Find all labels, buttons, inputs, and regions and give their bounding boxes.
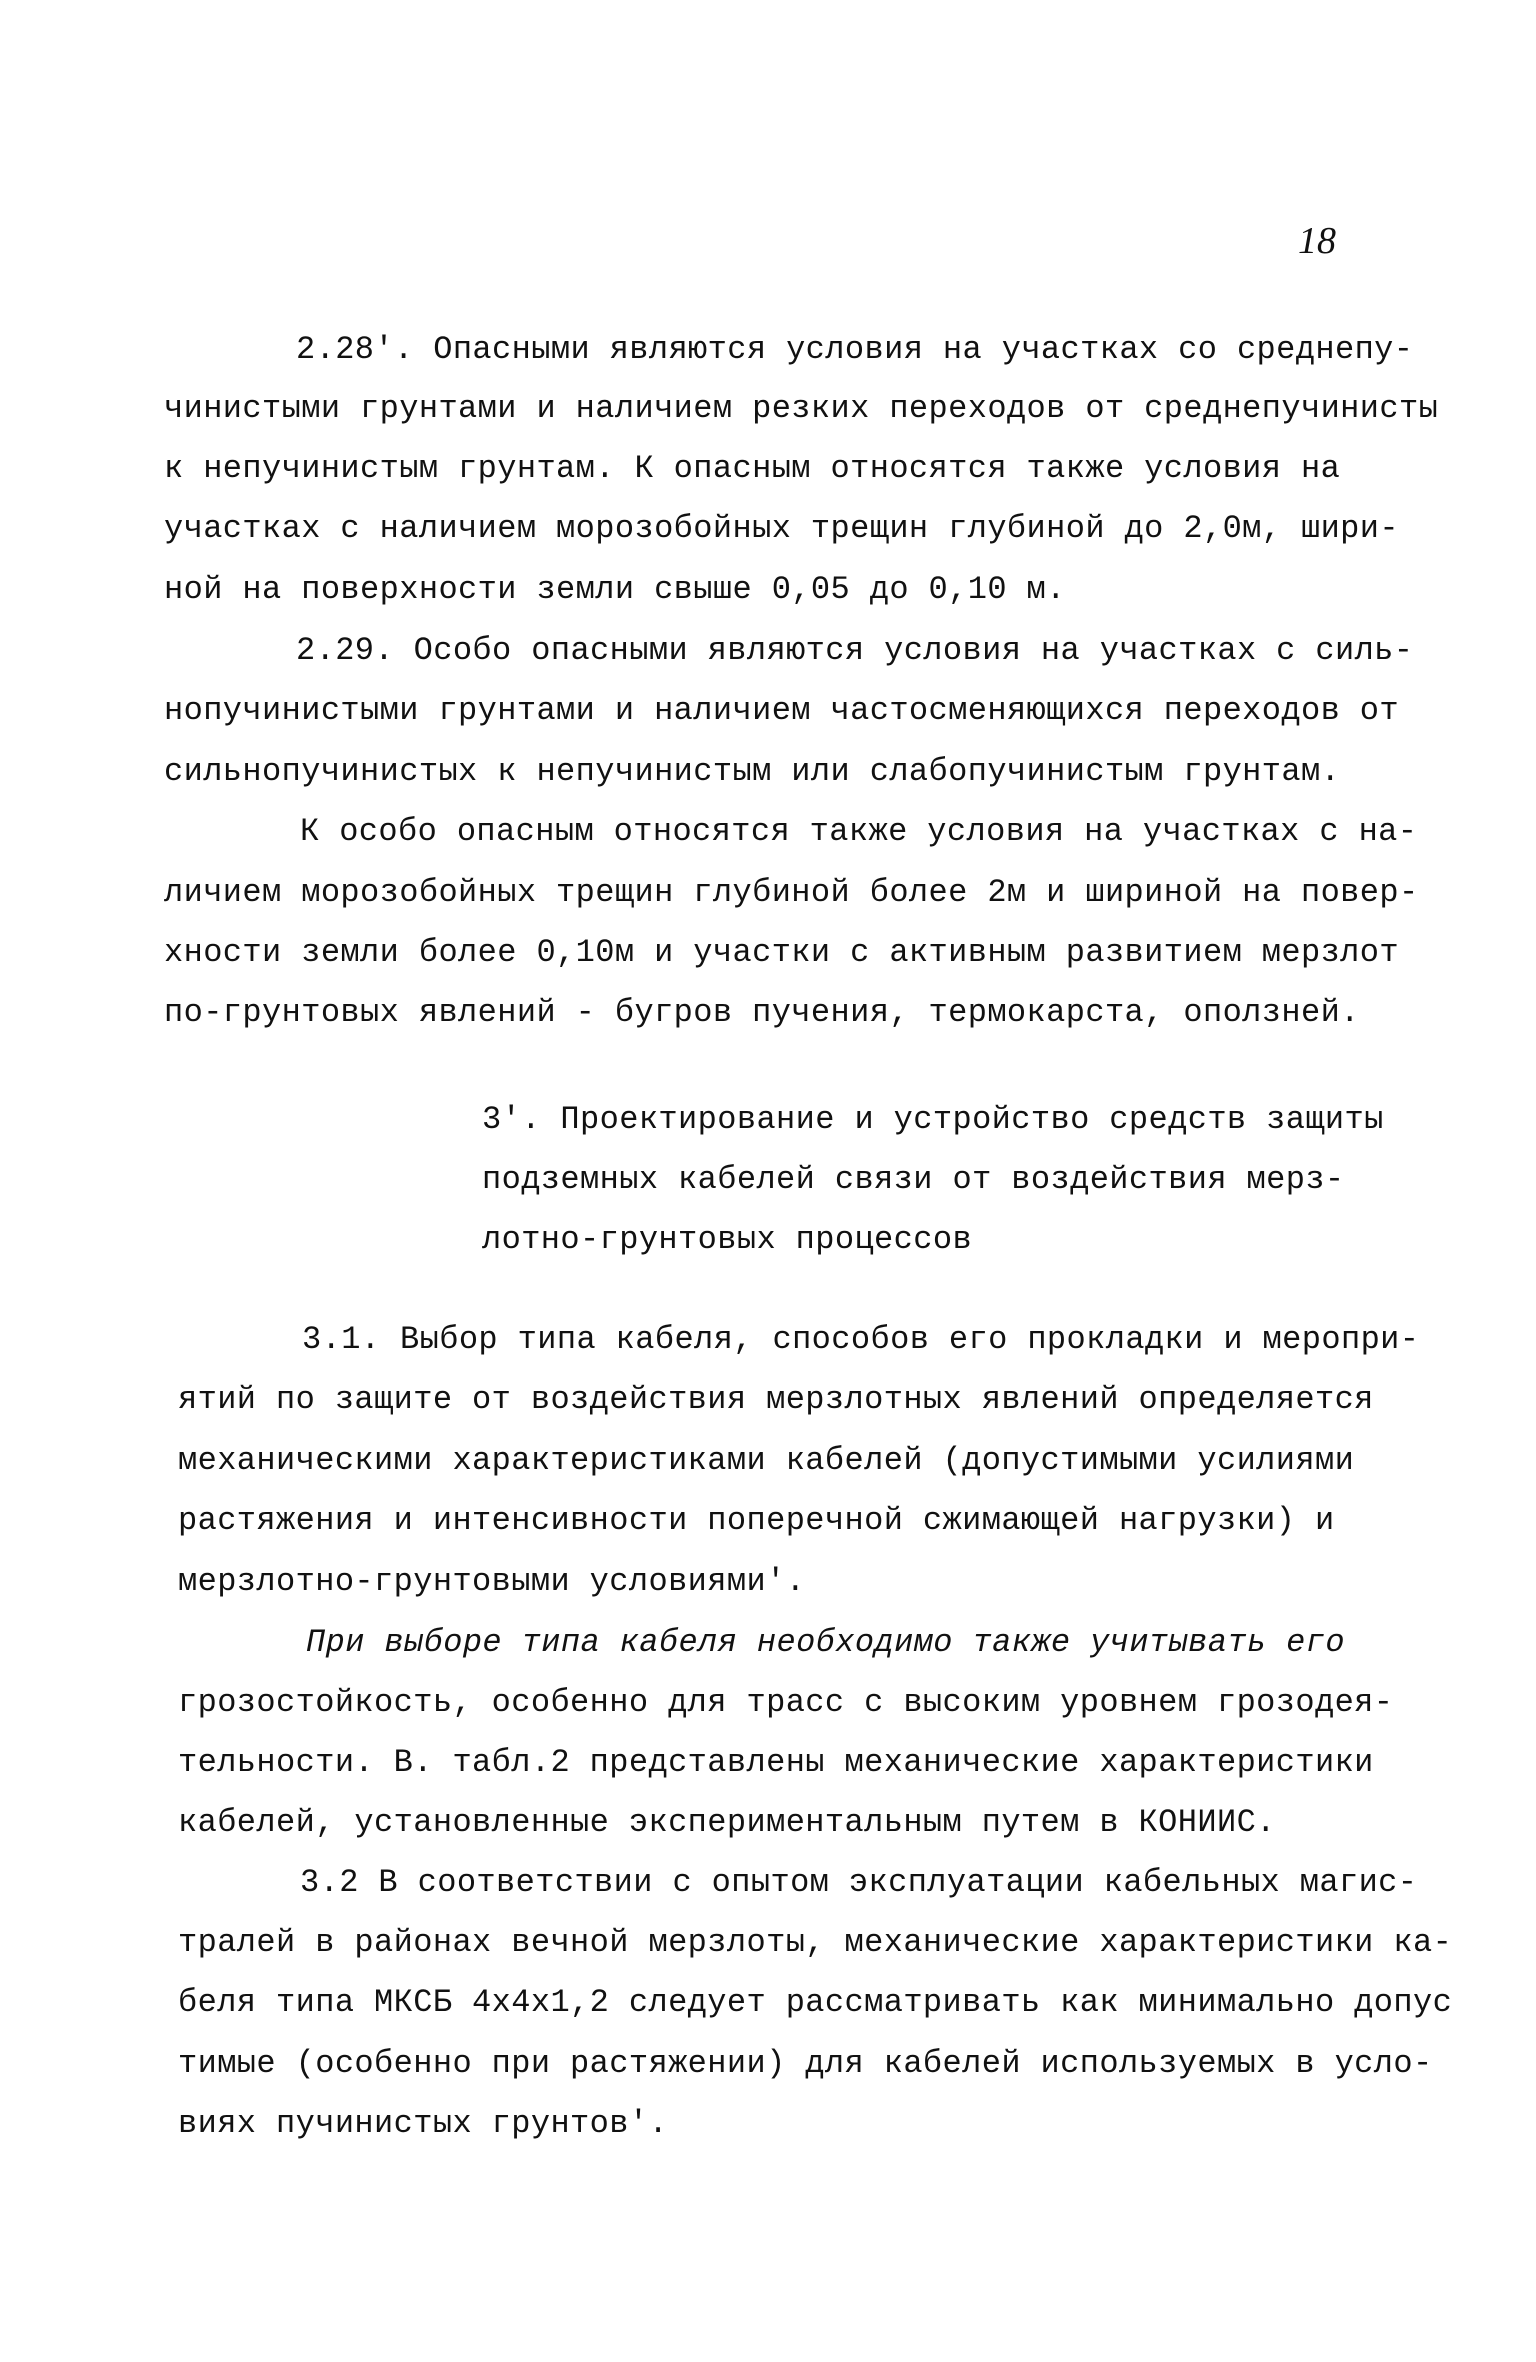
- text-line: участках с наличием морозобойных трещин глубиной до 2,0м, шири-: [164, 510, 1399, 547]
- text-line: К особо опасным относятся также условия на участках с на-: [300, 813, 1418, 850]
- text-line: чинистыми грунтами и наличием резких переходов от среднепучинисты: [164, 390, 1439, 427]
- text-line: тралей в районах вечной мерзлоты, механические характеристики ка-: [178, 1924, 1453, 1961]
- text-line: сильнопучинистых к непучинистым или слабопучинистым грунтам.: [164, 753, 1341, 790]
- text-line: виях пучинистых грунтов'.: [178, 2105, 669, 2142]
- text-line: кабелей, установленные экспериментальным путем в КОНИИС.: [178, 1804, 1276, 1841]
- text-line: 2.28'. Опасными являются условия на участках со среднепу-: [296, 331, 1414, 368]
- text-line: механическими характеристиками кабелей (допустимыми усилиями: [178, 1442, 1355, 1479]
- text-line: ятий по защите от воздействия мерзлотных явлений определяется: [178, 1381, 1374, 1418]
- text-line: тельности. В. табл.2 представлены механические характеристики: [178, 1744, 1374, 1781]
- text-line: по-грунтовых явлений - бугров пучения, термокарста, оползней.: [164, 994, 1360, 1031]
- text-line: 3.1. Выбор типа кабеля, способов его прокладки и меропри-: [302, 1321, 1420, 1358]
- text-line: 3.2 В соответствии с опытом эксплуатации кабельных магис-: [300, 1864, 1418, 1901]
- page-number: 18: [1298, 220, 1336, 262]
- section-heading-line: 3'. Проектирование и устройство средств защиты: [482, 1101, 1384, 1138]
- text-line: нопучинистыми грунтами и наличием частосменяющихся переходов от: [164, 692, 1399, 729]
- section-heading-line: подземных кабелей связи от воздействия мерз-: [482, 1161, 1345, 1198]
- text-line: растяжения и интенсивности поперечной сжимающей нагрузки) и: [178, 1502, 1335, 1539]
- text-line: ной на поверхности земли свыше 0,05 до 0,10 м.: [164, 571, 1066, 608]
- text-line: тимые (особенно при растяжении) для кабелей используемых в усло-: [178, 2045, 1433, 2082]
- text-line: личием морозобойных трещин глубиной более 2м и шириной на повер-: [164, 874, 1419, 911]
- text-line: мерзлотно-грунтовыми условиями'.: [178, 1563, 806, 1600]
- text-line: хности земли более 0,10м и участки с активным развитием мерзлот: [164, 934, 1399, 971]
- text-line: При выборе типа кабеля необходимо также учитывать его: [306, 1624, 1345, 1661]
- text-line: грозостойкость, особенно для трасс с высоким уровнем грозодея-: [178, 1684, 1394, 1721]
- text-line: 2.29. Особо опасными являются условия на участках с силь-: [296, 632, 1414, 669]
- text-line: к непучинистым грунтам. К опасным относятся также условия на: [164, 450, 1341, 487]
- section-heading-line: лотно-грунтовых процессов: [482, 1221, 973, 1258]
- text-line: беля типа МКСБ 4х4х1,2 следует рассматривать как минимально допус: [178, 1984, 1453, 2021]
